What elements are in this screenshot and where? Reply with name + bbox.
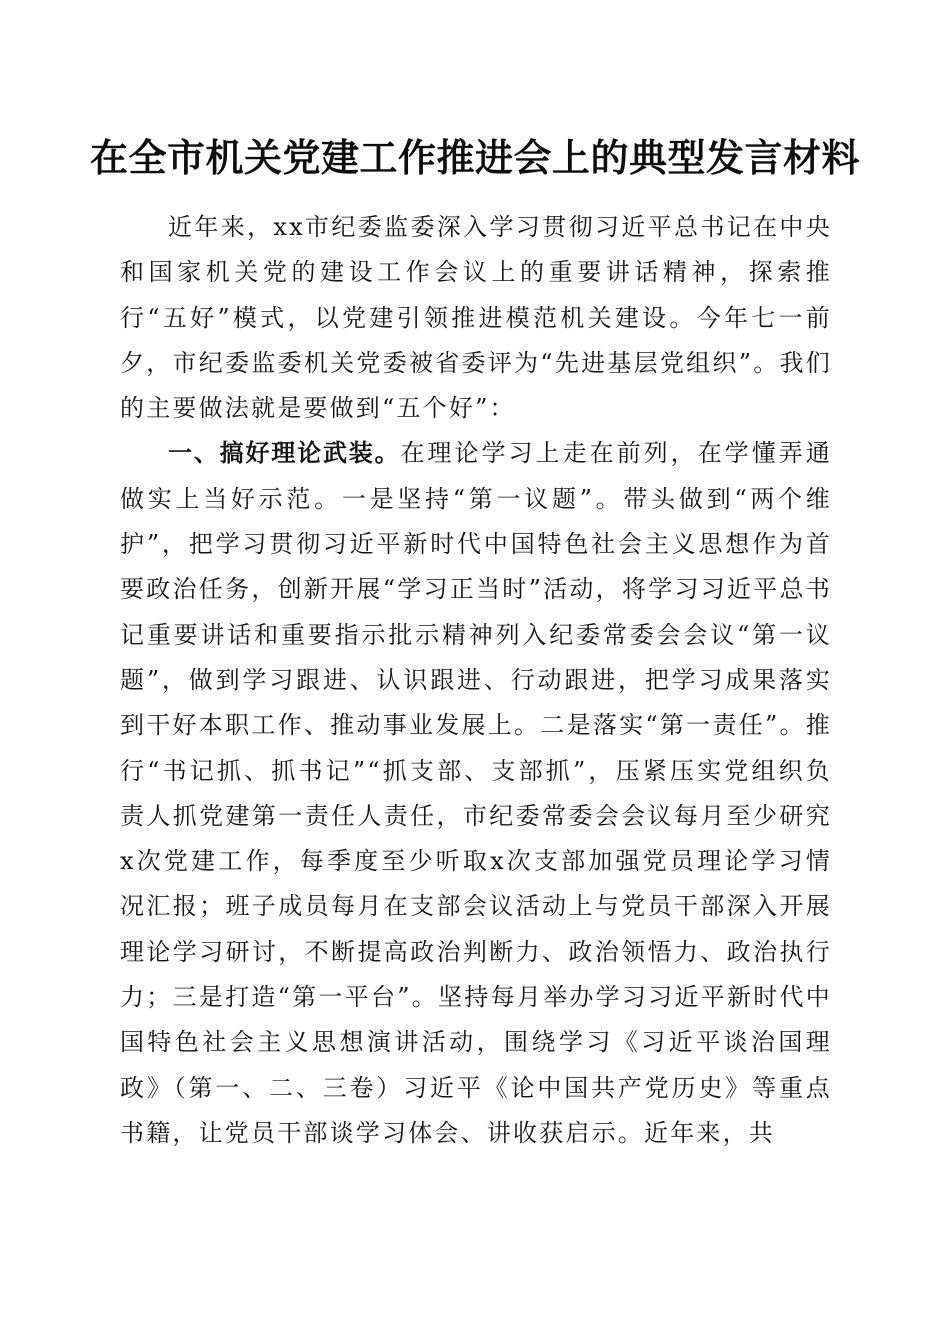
document-body [120, 205, 832, 1156]
section-1-heading: 一、搞好理论武装。 [168, 439, 401, 468]
intro-paragraph [120, 205, 832, 431]
intro-paragraph-text: 近年来，xx市纪委监委深入学习贯彻习近平总书记在中央和国家机关党的建设工作会议上的重要讲话精神，探索推行“五好”模式，以党建引领推进模范机关建设。今年七一前夕，市纪委监委机关党委被省委评为“先进基层党组织”。我们的主要做法就是要做到“五个好”： [120, 213, 832, 423]
section-1-text: 在理论学习上走在前列，在学懂弄通做实上当好示范。一是坚持“第一议题”。带头做到“两个维护”，把学习贯彻习近平新时代中国特色社会主义思想作为首要政治任务，创新开展“学习正当时”活动，将学习习近平总书记重要讲话和重要指示批示精神列入纪委常委会会议“第一议题”，做到学习跟进、认识跟进、行动跟进，把学习成果落实到干好本职工作、推动事业发展上。二是落实“第一责任”。推行“书记抓、抓书记”“抓支部、支部抓”，压紧压实党组织负责人抓党建第一责任人责任，市纪委常委会会议每月至少研究x次党建工作，每季度至少听取x次支部加强党员理论学习情况汇报；班子成员每月在支部会议活动上与党员干部深入开展理论学习研讨，不断提高政治判断力、政治领悟力、政治执行力；三是打造“第一平台”。坚持每月举办学习习近平新时代中国特色社会主义思想演讲活动，围绕学习《习近平谈治国理政》（第一、二、三卷）习近平《论中国共产党历史》等重点书籍，让党员干部谈学习体会、讲收获启示。近年来，共 [120, 439, 833, 1147]
document-title: 在全市机关党建工作推进会上的典型发言材料 [89, 135, 860, 180]
section-1-paragraph [120, 431, 832, 1156]
